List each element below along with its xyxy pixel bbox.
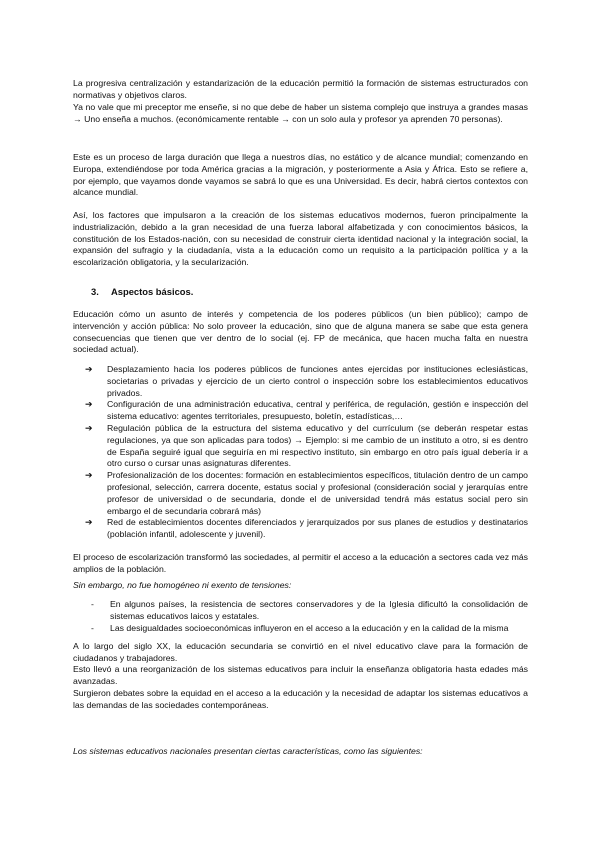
list-item bbox=[85, 517, 528, 541]
paragraph-reorganization: Esto llevó a una reorganización de los sistemas educativos para incluir la enseñanza obligatoria hasta edades más avanzadas. bbox=[73, 664, 528, 686]
paragraph-centralization: La progresiva centralización y estandarización de la educación permitió la formación de sistemas estructurados con normativas y objetivos claros. bbox=[73, 78, 528, 100]
list-item bbox=[91, 623, 528, 635]
paragraph-public-interest: Educación cómo un asunto de interés y competencia de los poderes públicos (un bien público); campo de intervención y acción pública: No solo proveer la educación, sino que de alguna manera se sabe que esta genera consecuencias que tienen que ver dentro de lo social (ej. FP de mecánica, que hacen mucha falta en nuestra sociedad actual). bbox=[73, 309, 528, 355]
paragraph-long-process: Este es un proceso de larga duración que llega a nuestros días, no estático y de alcance mundial; comenzando en Europa, extendiéndose por toda América gracias a la migración, y posteriormente a Asia y África. Esto se refiere a, por ejemplo, que vayamos donde vayamos se sabrá lo que es una Universidad. Es decir, habrá ciertos contextos con alcance mundial. bbox=[73, 152, 528, 198]
paragraph-equity-debates: Surgieron debates sobre la equidad en el acceso a la educación y la necesidad de adaptar los sistemas educativos a las demandas de las sociedades contemporáneas. bbox=[73, 688, 528, 710]
list-item bbox=[85, 399, 528, 423]
list-item-text: Red de establecimientos docentes diferenciados y jerarquizados por sus planes de estudios y destinatarios (población infantil, adolescente y juvenil). bbox=[107, 517, 528, 540]
list-item-text: Configuración de una administración educativa, central y periférica, de regulación, gestión e inspección del sistema educativo: agentes territoriales, presupuesto, boletín, estadísticas,… bbox=[107, 399, 528, 422]
arrow-bullet-icon: ➔ bbox=[85, 470, 93, 481]
section-heading bbox=[91, 286, 193, 298]
paragraph-secondary-education: A lo largo del siglo XX, la educación secundaria se convirtió en el nivel educativo clave para la formación de ciudadanos y trabajadores. bbox=[73, 641, 528, 663]
list-item-text: Profesionalización de los docentes: formación en establecimientos específicos, titulación dentro de un campo profesional, selección, carrera docente, estatus social y profesional (consideración social y jerarquías entre profesor de universidad o de secundaria, donde el de universidad tendrá más estatus social pero sin embargo el de secundaria cobrará más) bbox=[107, 470, 528, 516]
list-item bbox=[85, 364, 528, 399]
list-item bbox=[91, 599, 528, 623]
paragraph-characteristics-intro: Los sistemas educativos nacionales presentan ciertas características, como las siguientes: bbox=[73, 746, 423, 756]
dash-bullet-list bbox=[91, 599, 528, 634]
arrow-bullet-icon: ➔ bbox=[85, 517, 93, 528]
dash-bullet-icon: - bbox=[91, 622, 94, 633]
arrow-bullet-icon: ➔ bbox=[85, 399, 93, 410]
arrow-bullet-icon: ➔ bbox=[85, 364, 93, 374]
arrow-bullet-icon: ➔ bbox=[85, 422, 93, 433]
list-item bbox=[85, 470, 528, 517]
list-item-text: En algunos países, la resistencia de sectores conservadores y de la Iglesia dificultó la consolidación de sistemas educativos laicos y estatales. bbox=[110, 599, 528, 621]
section-title: Aspectos básicos. bbox=[111, 286, 194, 297]
list-item-text: Regulación pública de la estructura del sistema educativo y del currículum (se deberán respetar estas regulaciones, ya que son aplicadas para todos) → Ejemplo: si me cambio de un instituto a otro, si es dentro de España seguiré igual que seguiría en mi respectivo instituto, sin embargo en otro país igual debería ir a otro curso o cursar unas asignaturas diferentes. bbox=[107, 422, 528, 469]
dash-bullet-icon: - bbox=[91, 599, 94, 609]
section-number: 3. bbox=[91, 286, 99, 297]
paragraph-preceptor: Ya no vale que mi preceptor me enseñe, si no que debe de haber un sistema complejo que instruya a grandes masas → Uno enseña a muchos. (económicamente rentable → con un solo aula y profesor ya aprenden 70 personas). bbox=[73, 102, 528, 124]
list-item bbox=[85, 423, 528, 470]
list-item-text: Desplazamiento hacia los poderes públicos de funciones antes ejercidas por instituciones eclesiásticas, societarias o privadas y ejercicio de un cierto control o inspección sobre los establecimientos educativos privados. bbox=[107, 364, 528, 398]
arrow-bullet-list bbox=[85, 364, 528, 541]
paragraph-tensions-intro: Sin embargo, no fue homogéneo ni exento de tensiones: bbox=[73, 580, 292, 590]
list-item-text: Las desigualdades socioeconómicas influyeron en el acceso a la educación y en la calidad de la misma bbox=[110, 622, 509, 633]
paragraph-schooling: El proceso de escolarización transformó las sociedades, al permitir el acceso a la educación a sectores cada vez más amplios de la población. bbox=[73, 552, 528, 574]
paragraph-factors: Así, los factores que impulsaron a la creación de los sistemas educativos modernos, fueron principalmente la industrialización, debido a la gran necesidad de una fuerza laboral alfabetizada y con conocimientos básicos, la constitución de los Estados-nación, con su necesidad de construir cierta identidad nacional y la integración social, la expansión del sufragio y la ciudadanía, vista a la educación como un requisito a la participación política y a la escolarización obligatoria, y la secularización. bbox=[73, 210, 528, 268]
